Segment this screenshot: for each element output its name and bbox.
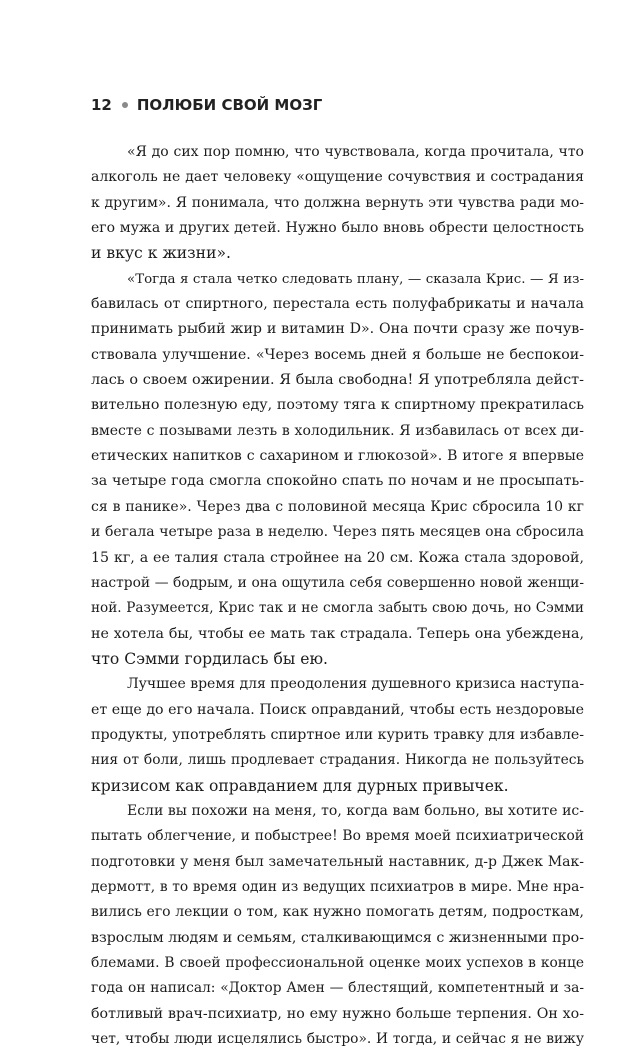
text-line: ся в панике». Через два с половиной месяца Крис сбросила 10 кг — [91, 498, 584, 515]
text-line: не хотела бы, чтобы ее мать так страдала. Теперь она убеждена, — [91, 625, 584, 642]
text-line: за четыре года смогла спокойно спать по ночам и не просыпать- — [91, 473, 584, 490]
text-line: подготовки у меня был замечательный наставник, д-р Джек Мак- — [91, 853, 584, 870]
text-line: взрослым людям и семьям, сталкивающимся с жизненными про- — [91, 929, 584, 946]
text-line: его мужа и других детей. Нужно было вновь обрести целостность — [91, 220, 584, 237]
text-line: пытать облегчение, и побыстрее! Во время моей психиатрической — [91, 828, 584, 845]
text-line: дермотт, в то время один из ведущих психиатров в мире. Мне нра- — [91, 878, 584, 895]
text-line: вительно полезную еду, поэтому тяга к спиртному прекратилась — [91, 397, 584, 414]
text-line: вились его лекции о том, как нужно помогать детям, подросткам, — [91, 904, 584, 921]
text-line: настрой — бодрым, и она ощутила себя совершенно новой женщи- — [91, 574, 584, 591]
text-line: чет, чтобы люди исцелялись быстро». И тогда, и сейчас я не вижу — [91, 1031, 584, 1048]
text-line: ет еще до его начала. Поиск оправданий, чтобы есть нездоровые — [91, 701, 584, 718]
text-line: года он написал: «Доктор Амен — блестящий, компетентный и за- — [91, 980, 584, 997]
text-line: «Тогда я стала четко следовать плану, — сказала Крис. — Я из- — [127, 271, 584, 287]
book-title: ПОЛЮБИ СВОЙ МОЗГ — [136, 96, 323, 114]
running-head — [91, 96, 322, 114]
text-line: ния от боли, лишь продлевает страдания. Никогда не пользуйтесь — [91, 752, 584, 769]
text-line: «Я до сих пор помню, что чувствовала, когда прочитала, что — [127, 144, 584, 160]
text-line: что Сэмми гордилась бы ею. — [91, 649, 328, 668]
text-line: и бегала четыре раза в неделю. Через пять месяцев она сбросила — [91, 524, 584, 541]
text-line: Лучшее время для преодоления душевного кризиса наступа- — [127, 676, 584, 693]
text-line: Если вы похожи на меня, то, когда вам больно, вы хотите ис- — [127, 802, 584, 819]
text-line: 15 кг, а ее талия стала стройнее на 20 см. Кожа стала здоровой, — [91, 549, 584, 566]
text-line: принимать рыбий жир и витамин D». Она почти сразу же почув- — [91, 321, 584, 338]
text-line: ствовала улучшение. «Через восемь дней я больше не беспокои- — [91, 346, 584, 363]
page-number: 12 — [91, 96, 112, 114]
text-line: кризисом как оправданием для дурных привычек. — [91, 776, 509, 795]
text-line: продукты, употреблять спиртное или курить травку для избавле- — [91, 726, 584, 743]
text-line: ботливый врач-психиатр, но ему нужно больше терпения. Он хо- — [91, 1005, 584, 1022]
text-line: к другим». Я понимала, что должна вернуть эти чувства ради мо- — [91, 194, 584, 211]
text-line: бавилась от спиртного, перестала есть полуфабрикаты и начала — [91, 296, 584, 313]
text-line: ной. Разумеется, Крис так и не смогла забыть свою дочь, но Сэмми — [91, 600, 584, 617]
text-line: етических напитков с сахарином и глюкозой». В итоге я впервые — [91, 448, 584, 465]
body-text — [91, 140, 584, 1052]
text-line: вместе с позывами лезть в холодильник. Я избавилась от всех ди- — [91, 422, 584, 439]
text-line: и вкус к жизни». — [91, 244, 231, 263]
text-line: лась о своем ожирении. Я была свободна! Я употребляла дейст- — [91, 372, 584, 389]
bullet-separator — [122, 102, 128, 108]
text-line: алкоголь не дает человеку «ощущение сочувствия и сострадания — [91, 169, 584, 186]
text-line: блемами. В своей профессиональной оценке моих успехов в конце — [91, 955, 584, 971]
